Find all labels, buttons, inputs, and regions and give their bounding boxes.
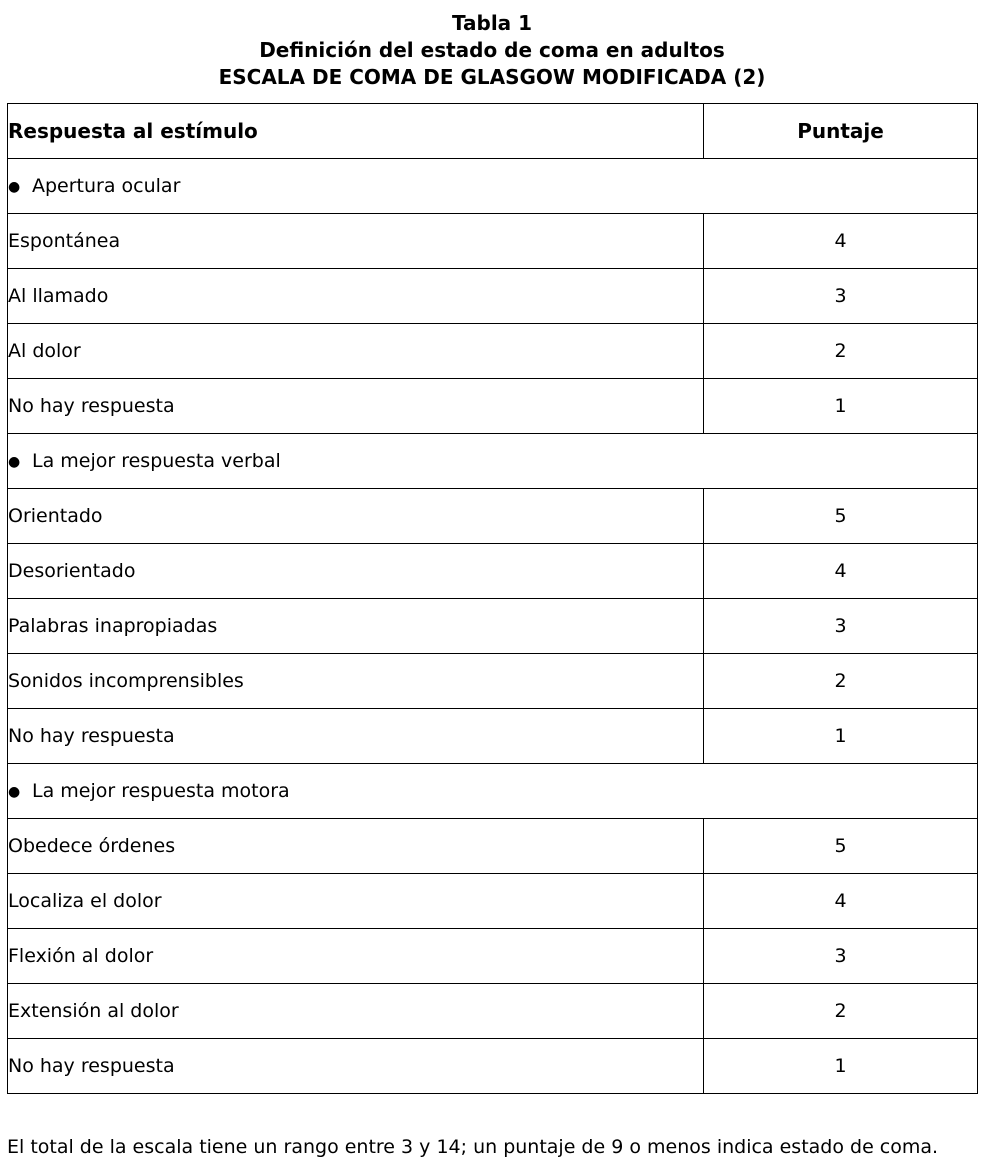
table-title: Definición del estado de coma en adultos — [259, 38, 725, 62]
section-row — [8, 434, 978, 489]
footer-note: El total de la escala tiene un rango entre 3 y 14; un puntaje de 9 o menos indica estado de coma. — [7, 1136, 939, 1158]
item-label: Obedece órdenes — [8, 819, 704, 874]
item-label: Localiza el dolor — [8, 874, 704, 929]
item-score: 4 — [704, 874, 978, 929]
table-row — [8, 929, 978, 984]
table-subtitle: ESCALA DE COMA DE GLASGOW MODIFICADA (2) — [218, 65, 766, 89]
section-label: La mejor respuesta motora — [32, 780, 290, 802]
item-label: No hay respuesta — [8, 709, 704, 764]
item-label: Flexión al dolor — [8, 929, 704, 984]
item-score: 5 — [704, 819, 978, 874]
item-label: Desorientado — [8, 544, 704, 599]
item-label: Orientado — [8, 489, 704, 544]
item-label: Al dolor — [8, 324, 704, 379]
table-row — [8, 654, 978, 709]
item-score: 4 — [704, 544, 978, 599]
section-label: Apertura ocular — [32, 175, 181, 197]
table-row — [8, 599, 978, 654]
table-row — [8, 1039, 978, 1094]
item-score: 3 — [704, 599, 978, 654]
bullet-icon: ● — [8, 453, 21, 470]
item-label: Sonidos incomprensibles — [8, 654, 704, 709]
bullet-icon: ● — [8, 178, 21, 195]
table-row — [8, 324, 978, 379]
section-row — [8, 159, 978, 214]
item-score: 4 — [704, 214, 978, 269]
section-cell — [8, 764, 978, 819]
table-row — [8, 214, 978, 269]
item-score: 3 — [704, 269, 978, 324]
table-row — [8, 709, 978, 764]
section-label: La mejor respuesta verbal — [32, 450, 281, 472]
item-score: 1 — [704, 1039, 978, 1094]
table-row — [8, 269, 978, 324]
item-label: Extensión al dolor — [8, 984, 704, 1039]
item-score: 3 — [704, 929, 978, 984]
table-row — [8, 489, 978, 544]
item-score: 1 — [704, 379, 978, 434]
item-label: Palabras inapropiadas — [8, 599, 704, 654]
header-row — [8, 104, 978, 159]
table-number: Tabla 1 — [451, 11, 533, 35]
item-score: 2 — [704, 654, 978, 709]
table-row — [8, 544, 978, 599]
item-score: 1 — [704, 709, 978, 764]
table-caption — [0, 10, 984, 91]
header-score: Puntaje — [704, 104, 978, 159]
item-score: 2 — [704, 324, 978, 379]
item-label: No hay respuesta — [8, 379, 704, 434]
table-row — [8, 984, 978, 1039]
bullet-icon: ● — [8, 783, 21, 800]
glasgow-coma-scale-table — [7, 103, 978, 1094]
section-row — [8, 764, 978, 819]
header-response: Respuesta al estímulo — [8, 104, 704, 159]
section-cell — [8, 434, 978, 489]
table-row — [8, 874, 978, 929]
item-label: No hay respuesta — [8, 1039, 704, 1094]
item-score: 2 — [704, 984, 978, 1039]
section-cell — [8, 159, 978, 214]
item-label: Al llamado — [8, 269, 704, 324]
item-score: 5 — [704, 489, 978, 544]
table-row — [8, 819, 978, 874]
item-label: Espontánea — [8, 214, 704, 269]
table-row — [8, 379, 978, 434]
